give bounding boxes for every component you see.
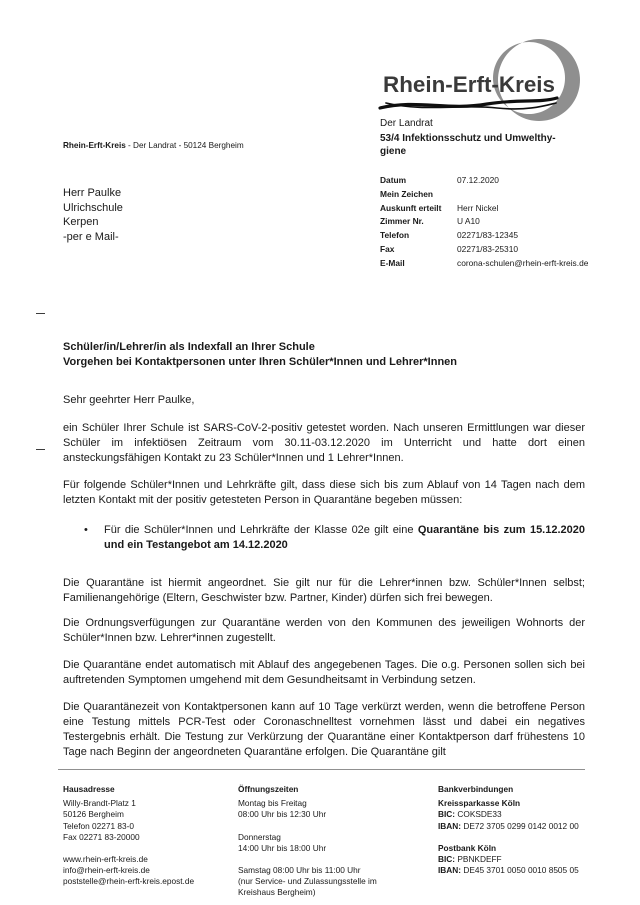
footer-oeffnungszeiten bbox=[238, 784, 430, 899]
info-value-email: corona-schulen@rhein-erft-kreis.de bbox=[457, 257, 589, 268]
bullet-text bbox=[104, 523, 585, 553]
info-value: 02271/83-25310 bbox=[457, 243, 519, 254]
fold-mark bbox=[36, 449, 45, 450]
subject-line-1: Schüler/in/Lehrer/in als Indexfall an Ihrer Schule bbox=[63, 341, 315, 353]
footer-line: Samstag 08:00 Uhr bis 11:00 Uhr bbox=[238, 865, 361, 876]
footer-line: Donnerstag bbox=[238, 831, 281, 842]
footer-email: info@rhein-erft-kreis.de bbox=[63, 865, 150, 876]
bic-label: BIC: bbox=[438, 854, 456, 865]
info-row-email bbox=[380, 257, 638, 271]
subject-line-2: Vorgehen bei Kontaktpersonen unter Ihren Schüler*Innen und Lehrer*Innen bbox=[63, 356, 458, 368]
sender-org: Rhein-Erft-Kreis bbox=[63, 141, 126, 150]
letter-body bbox=[63, 340, 585, 760]
footer-line: Fax 02271 83-20000 bbox=[63, 831, 140, 842]
footer-bank-group bbox=[438, 798, 638, 832]
footer-line: Kreishaus Bergheim) bbox=[238, 887, 316, 898]
info-value: 02271/83-12345 bbox=[457, 230, 519, 241]
salutation: Sehr geehrter Herr Paulke, bbox=[63, 394, 195, 406]
footer-line: Montag bis Freitag bbox=[238, 798, 307, 809]
logo-wordmark: Rhein-Erft-Kreis bbox=[383, 72, 555, 97]
bank-bic bbox=[438, 854, 638, 865]
info-row-datum bbox=[380, 174, 638, 188]
bank-name: Kreissparkasse Köln bbox=[438, 798, 521, 809]
recipient-school: Ulrichschule bbox=[63, 201, 123, 214]
footer-hours-group bbox=[238, 865, 430, 899]
footer-hours-group bbox=[238, 832, 430, 854]
footer-line: (nur Service- und Zulassungsstelle im bbox=[238, 876, 377, 887]
info-label: Zimmer Nr. bbox=[380, 216, 424, 227]
footer-web-group bbox=[63, 854, 235, 888]
paragraph: Für folgende Schüler*Innen und Lehrkräfte gilt, dass diese sich bis zum Ablauf von 14 Tagen nach dem letzten Kontakt mit der positiv getesteten Person in Quarantäne begeben müssen: bbox=[63, 479, 585, 506]
recipient-city: Kerpen bbox=[63, 216, 99, 229]
iban-value: DE45 3701 0050 0010 8505 05 bbox=[463, 865, 579, 876]
info-value: 07.12.2020 bbox=[457, 175, 499, 185]
info-row-mein-zeichen bbox=[380, 188, 638, 202]
info-label: Telefon bbox=[380, 230, 410, 241]
recipient-delivery-note: -per e Mail- bbox=[63, 230, 119, 243]
rhein-erft-kreis-logo bbox=[372, 16, 640, 124]
bic-value: COKSDE33 bbox=[457, 809, 502, 820]
info-row-zimmer bbox=[380, 215, 638, 229]
sender-rest: - Der Landrat - 50124 Bergheim bbox=[125, 141, 244, 150]
info-row-auskunft bbox=[380, 202, 638, 216]
iban-label: IBAN: bbox=[438, 865, 462, 876]
recipient-name: Herr Paulke bbox=[63, 187, 122, 199]
paragraph: Die Quarantäne ist hiermit angeordnet. Sie gilt nur für die Lehrer*innen bzw. Schüler*Innen selbst; Familienangehörige (Eltern, Geschwister bzw. Partner, Kinder) dürfen sich frei bewegen. bbox=[63, 577, 585, 604]
info-row-telefon bbox=[380, 229, 638, 243]
paragraph: ein Schüler Ihrer Schule ist SARS-CoV-2-positiv getestet worden. Nach unseren Ermittlungen war dieser Schüler im infektiösen Zeitraum vom 30.11-03.12.2020 im Unterricht und hatte dort einen ansteckungsfähigen Kontakt zu 23 Schüler*Innen und 1 Lehrer*Innen. bbox=[63, 422, 585, 464]
iban-value: DE72 3705 0299 0142 0012 00 bbox=[463, 820, 579, 831]
paragraph: Die Ordnungsverfügungen zur Quarantäne werden von den Kommunen des jeweiligen Wohnorts der Schüler*Innen bzw. Lehrer*innen zugestellt. bbox=[63, 617, 585, 644]
bullet-marker: • bbox=[84, 524, 88, 536]
recipient-address bbox=[63, 186, 123, 244]
info-label: Datum bbox=[380, 175, 407, 185]
contact-info-table bbox=[380, 174, 638, 271]
department-block bbox=[380, 117, 630, 159]
footer-address-group bbox=[63, 798, 235, 843]
info-label: Mein Zeichen bbox=[380, 188, 434, 199]
footer-website: www.rhein-erft-kreis.de bbox=[63, 854, 148, 865]
footer-line: 50126 Bergheim bbox=[63, 809, 124, 820]
paragraph: Die Quarantäne endet automatisch mit Ablauf des angegebenen Tages. Die o.g. Personen sollen sich bei auftretenden Symptomen umgehend mit dem Gesundheitsamt in Verbindung setzen. bbox=[63, 659, 585, 686]
bic-label: BIC: bbox=[438, 809, 456, 820]
footer-bankverbindungen bbox=[438, 784, 638, 876]
footer-line: 08:00 Uhr bis 12:30 Uhr bbox=[238, 809, 327, 820]
paragraph: Die Quarantänezeit von Kontaktpersonen kann auf 10 Tage verkürzt werden, wenn die betroffene Person eine Testung mittels PCR-Test oder Coronaschnelltest vornehmen lässt und dabei ein negatives Testergebnis erhält. Die Testung zur Verkürzung der Quarantäne einer Kontaktperson darf frühestens 10 Tage nach Beginn der angeordneten Quarantäne erfolgen. Die Quarantäne gilt bbox=[63, 701, 585, 758]
footer-line: 14:00 Uhr bis 18:00 Uhr bbox=[238, 842, 327, 853]
bullet-item bbox=[63, 523, 585, 553]
bullet-text-normal: Für die Schüler*Innen und Lehrkräfte der Klasse 02e gilt eine bbox=[104, 524, 418, 536]
bank-iban bbox=[438, 821, 638, 832]
info-label: E-Mail bbox=[380, 257, 405, 268]
bank-bic bbox=[438, 809, 638, 820]
subject-block bbox=[63, 340, 585, 370]
sender-return-address bbox=[63, 141, 244, 150]
info-label: Fax bbox=[380, 243, 395, 254]
fold-mark bbox=[36, 313, 45, 314]
footer-divider bbox=[58, 769, 585, 770]
footer-col-title: Hausadresse bbox=[63, 784, 115, 794]
footer-line: Willy-Brandt-Platz 1 bbox=[63, 798, 136, 809]
footer-hours-group bbox=[238, 798, 430, 820]
footer-bank-group bbox=[438, 843, 638, 877]
footer-col-title: Bankverbindungen bbox=[438, 784, 514, 794]
department-unit-line2: giene bbox=[380, 146, 407, 157]
info-label: Auskunft erteilt bbox=[380, 202, 442, 213]
bank-iban bbox=[438, 865, 638, 876]
footer-hausadresse bbox=[63, 784, 235, 888]
department-unit-line1: 53/4 Infektionsschutz und Umwelthy- bbox=[380, 132, 556, 144]
footer-col-title: Öffnungszeiten bbox=[238, 784, 299, 794]
bic-value: PBNKDEFF bbox=[457, 854, 502, 865]
bank-name: Postbank Köln bbox=[438, 842, 497, 853]
info-value bbox=[457, 188, 638, 202]
footer-line: Telefon 02271 83-0 bbox=[63, 820, 135, 831]
bullet-text-bold: Quarantäne bis zum 15.12.2020 und ein Testangebot am 14.12.2020 bbox=[104, 524, 586, 551]
iban-label: IBAN: bbox=[438, 820, 462, 831]
department-name: Der Landrat bbox=[380, 118, 433, 129]
info-value: Herr Nickel bbox=[457, 202, 499, 213]
info-value: U A10 bbox=[457, 216, 480, 227]
info-row-fax bbox=[380, 243, 638, 257]
footer-email: poststelle@rhein-erft-kreis.epost.de bbox=[63, 876, 195, 887]
